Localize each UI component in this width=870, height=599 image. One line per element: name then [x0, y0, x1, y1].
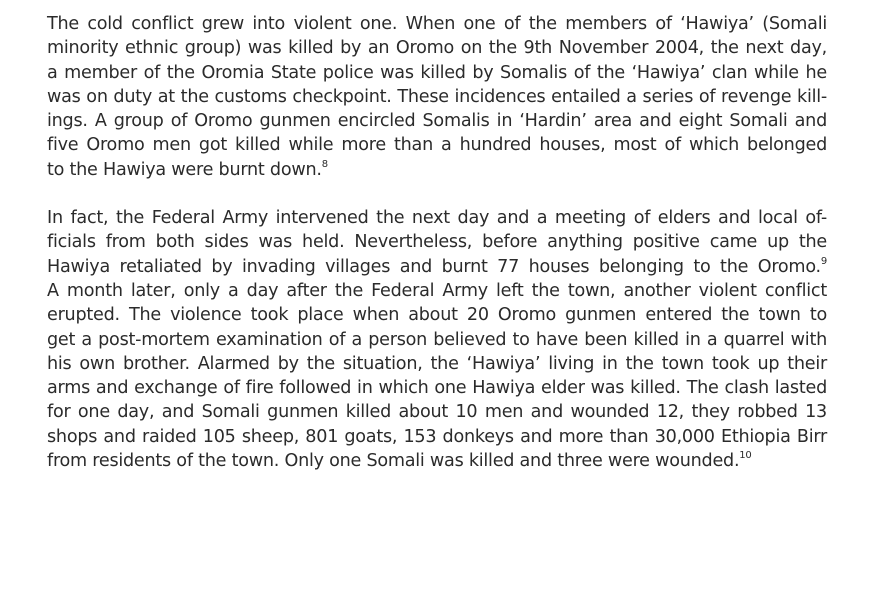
text-line	[47, 449, 827, 473]
text-line	[47, 255, 827, 279]
text-line: five Oromo men got killed while more than a hundred houses, most of which belonged	[47, 135, 827, 156]
paragraph-2	[47, 206, 827, 473]
text-line: arms and exchange of fire followed in which one Hawiya elder was killed. The clash lasted	[47, 378, 827, 399]
text-line: was on duty at the customs checkpoint. These incidences entailed a series of revenge kill-	[47, 86, 827, 107]
text-line: A month later, only a day after the Federal Army left the town, another violent conflict	[47, 280, 827, 301]
text-line: erupted. The violence took place when about 20 Oromo gunmen entered the town to	[47, 305, 827, 326]
text-line-content: to the Hawiya were burnt down.	[47, 159, 322, 180]
text-line: for one day, and Somali gunmen killed about 10 men and wounded 12, they robbed 13	[47, 402, 827, 423]
document-body	[47, 12, 827, 473]
text-line: The cold conflict grew into violent one. When one of the members of ‘Hawiya’ (Somali	[47, 14, 827, 34]
footnote-marker: 10	[739, 450, 752, 462]
text-line: ings. A group of Oromo gunmen encircled Somalis in ‘Hardin’ area and eight Somali and	[47, 111, 827, 132]
footnote-marker: 8	[321, 158, 328, 170]
text-line: minority ethnic group) was killed by an Oromo on the 9th November 2004, the next day,	[47, 38, 827, 59]
text-line-content: from residents of the town. Only one Somali was killed and three were wounded.	[47, 451, 740, 472]
text-line-content: Hawiya retaliated by invading villages and burnt 77 houses belonging to the Oromo.	[47, 256, 821, 277]
text-line: shops and raided 105 sheep, 801 goats, 153 donkeys and more than 30,000 Ethiopia Birr	[47, 426, 827, 447]
text-line: his own brother. Alarmed by the situation, the ‘Hawiya’ living in the town took up their	[47, 353, 827, 374]
paragraph-gap	[47, 182, 827, 206]
text-line: a member of the Oromia State police was killed by Somalis of the ‘Hawiya’ clan while he	[47, 62, 827, 83]
footnote-marker: 9	[820, 255, 827, 267]
text-line: In fact, the Federal Army intervened the next day and a meeting of elders and local of-	[47, 208, 827, 229]
paragraph-1	[47, 12, 827, 182]
text-line: get a post-mortem examination of a person believed to have been killed in a quarrel with	[47, 329, 827, 350]
text-line	[47, 158, 827, 182]
text-line: ficials from both sides was held. Nevertheless, before anything positive came up the	[47, 232, 827, 253]
